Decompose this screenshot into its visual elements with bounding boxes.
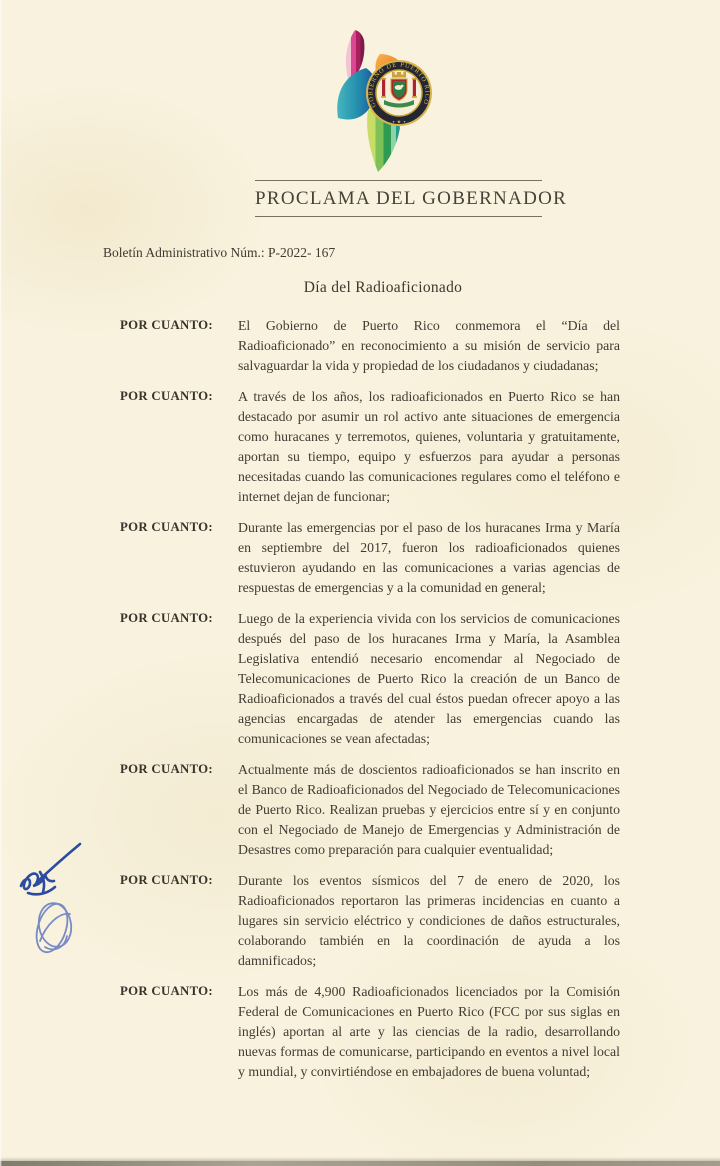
clause-text: Durante los eventos sísmicos del 7 de enero de 2020, los Radioaficionados reportaron las primeras incidencias en cuanto a lugares sin servicio eléctrico y condiciones de daños estructurales, colaborando también en la coordinación de ayuda a los damnificados; [238, 873, 620, 968]
pr-government-logo [328, 24, 438, 174]
clause-text: El Gobierno de Puerto Rico conmemora el “Día del Radioaficionado” en reconocimiento a su misión de servicio para salvaguardar la vida y propiedad de los ciudadanos y ciudadanas; [238, 318, 620, 373]
handwritten-initials-lower-icon [26, 895, 84, 959]
clause-label: POR CUANTO: [120, 984, 213, 998]
clause-row [120, 518, 620, 598]
clause-text: Durante las emergencias por el paso de los huracanes Irma y María en septiembre del 2017, fueron los radioaficionados quienes estuvieron ayudando en las comunicaciones a varias agencias de respuestas de emergencias y a la comunidad en general; [238, 520, 620, 595]
clause-label: POR CUANTO: [120, 520, 213, 534]
page-left-edge [0, 0, 2, 1166]
clauses-section [120, 316, 620, 1093]
clause-row [120, 871, 620, 971]
clause-text: Los más de 4,900 Radioaficionados licenciados por la Comisión Federal de Comunicaciones en Puerto Rico (FCC por sus siglas en inglés) aportan al arte y las ciencias de la radio, desarrollando nuevas formas de comunicarse, participando en eventos a nivel local y mundial, y convirtiéndose en embajadores de buena voluntad; [238, 984, 620, 1079]
clause-text: Actualmente más de doscientos radioaficionados se han inscrito en el Banco de Radioaficionados del Negociado de Telecomunicaciones de Puerto Rico. Realizan pruebas y ejercicios entre sí y en conjunto con el Negociado de Manejo de Emergencias y Administración de Desastres como preparación para cualquier eventualidad; [238, 762, 620, 857]
clause-row [120, 982, 620, 1082]
pr-government-seal-icon [366, 60, 432, 126]
clause-label: POR CUANTO: [120, 389, 213, 403]
handwritten-initials-upper-icon [16, 841, 84, 901]
bulletin-number: Boletín Administrativo Núm.: P-2022- 167 [103, 245, 336, 260]
seal-bottom-ornament: • ★ • [391, 119, 407, 126]
proclamation-title: Día del Radioaficionado [303, 279, 463, 296]
clause-row [120, 387, 620, 507]
header-title: PROCLAMA DEL GOBERNADOR [255, 180, 542, 217]
clause-label: POR CUANTO: [120, 873, 213, 887]
clause-label: POR CUANTO: [120, 611, 213, 625]
clause-row [120, 609, 620, 749]
clause-row [120, 316, 620, 376]
clause-label: POR CUANTO: [120, 762, 213, 776]
clause-text: Luego de la experiencia vivida con los servicios de comunicaciones después del paso de los huracanes Irma y María, la Asamblea Legislativa entendió necesario encomendar al Negociado de Telecomunicaciones de Puerto Rico la creación de un Banco de Radioaficionados a través del cual éstos puedan ofrecer apoyo a las agencias encargadas de atender las emergencias cuando las comunicaciones se vean afectadas; [238, 611, 620, 746]
clause-label: POR CUANTO: [120, 318, 213, 332]
seal-ring-text: GOBIERNO DE PUERTO RICO [367, 61, 431, 109]
clause-row [120, 760, 620, 860]
page-bottom-edge [0, 1161, 720, 1166]
clause-text: A través de los años, los radioaficionados en Puerto Rico se han destacado por asumir un rol activo ante situaciones de emergencia como huracanes y terremotos, quienes, voluntaria y gratuitamente, aportan su tiempo, equipo y esfuerzos para ayudar a personas necesitadas cuando las comunicaciones regulares como el teléfono e internet dejan de funcionar; [238, 389, 620, 504]
